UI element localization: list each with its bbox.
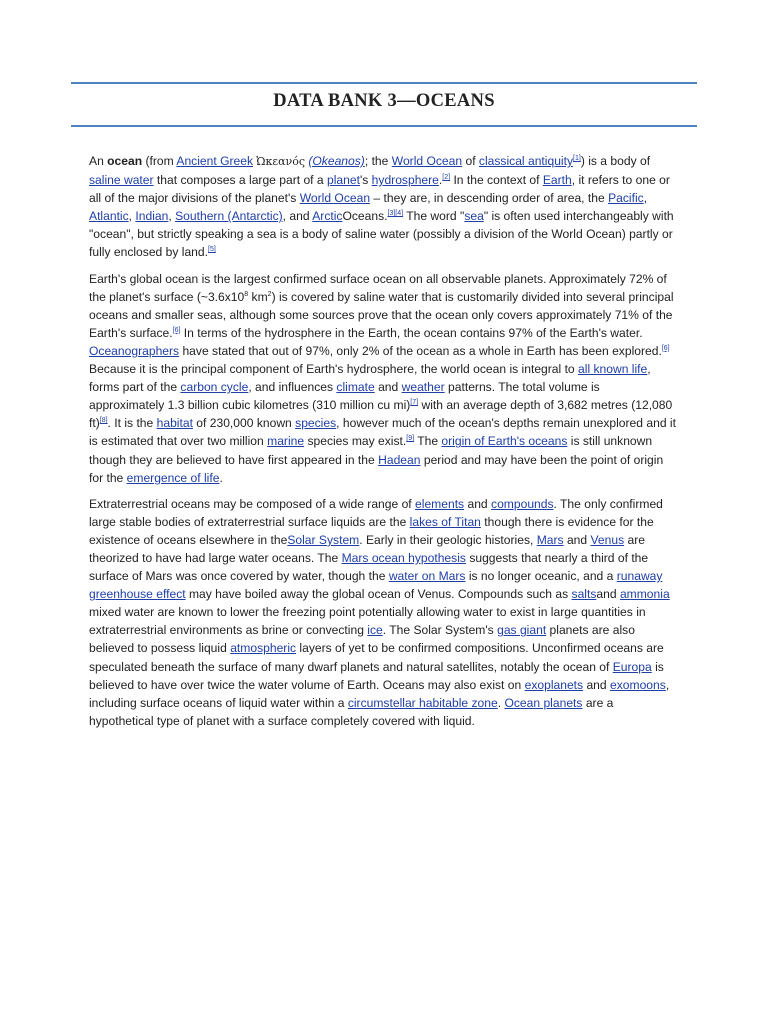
- text: km: [248, 289, 268, 304]
- text: (from: [142, 154, 177, 168]
- link-indian[interactable]: Indian: [135, 209, 169, 224]
- link-habitat[interactable]: habitat: [156, 416, 193, 431]
- term-ocean: ocean: [107, 154, 143, 168]
- text: An: [89, 154, 108, 168]
- text: though there is evidence for the existence of oceans elsewhere in the: [89, 514, 654, 547]
- paragraph-1: [89, 152, 677, 262]
- link-habitable-zone[interactable]: circumstellar habitable zone: [347, 695, 498, 710]
- link-mars-ocean-hypothesis[interactable]: Mars ocean hypothesis: [341, 550, 466, 565]
- text: .: [438, 173, 443, 188]
- text: and: [583, 677, 610, 692]
- text: ; the: [364, 154, 392, 168]
- text: Earth's global ocean is the largest confirmed surface ocean on all observable planets. Approximately 72% of the planet's surface (~3.6x10: [89, 271, 667, 304]
- text: Because it is the principal component of Earth's hydrosphere, the world ocean is integral to: [89, 362, 579, 377]
- text: In the context of: [450, 173, 543, 188]
- link-classical-antiquity[interactable]: classical antiquity: [478, 154, 574, 168]
- article-body: [89, 152, 677, 738]
- link-carbon-cycle[interactable]: carbon cycle: [180, 380, 249, 395]
- link-atlantic[interactable]: Atlantic: [89, 209, 129, 224]
- text: and: [596, 587, 620, 602]
- text: and: [563, 532, 591, 547]
- text: ) is covered by saline water that is customarily divided into several principal oceans and smaller seas, although some sources prove that the ocean only covers approximately 71% of the Earth's surface.: [89, 289, 674, 340]
- text: 's: [359, 173, 372, 188]
- link-origin-of-oceans[interactable]: origin of Earth's oceans: [441, 434, 568, 449]
- text: – they are, in descending order of area, the: [370, 191, 609, 206]
- link-saline-water[interactable]: saline water: [89, 173, 154, 188]
- link-earth[interactable]: Earth: [542, 173, 572, 188]
- text: ,: [168, 209, 176, 224]
- link-all-known-life[interactable]: all known life: [578, 362, 648, 377]
- text: , forms part of the: [89, 362, 651, 395]
- text: " is often used interchangeably with "ocean", but strictly speaking a sea is a body of saline water (possibly a division of the World Ocean) partly or fully enclosed by land.: [89, 209, 674, 260]
- link-pacific[interactable]: Pacific: [608, 191, 644, 206]
- text: planets are also believed to possess liquid: [89, 623, 635, 656]
- title-bottom-rule: [71, 125, 697, 127]
- citation-6[interactable]: [6]: [661, 344, 670, 352]
- link-exoplanets[interactable]: exoplanets: [524, 677, 584, 692]
- link-compounds[interactable]: compounds: [491, 496, 554, 511]
- citation-8[interactable]: [8]: [99, 417, 108, 425]
- link-hydrosphere[interactable]: hydrosphere: [371, 173, 439, 188]
- page-title: DATA BANK 3—OCEANS: [273, 91, 495, 111]
- link-ice[interactable]: ice: [367, 623, 383, 638]
- text: suggests that nearly a third of the surface of Mars was once covered by water, though the: [89, 550, 649, 584]
- link-world-ocean[interactable]: World Ocean: [391, 154, 463, 168]
- link-sea[interactable]: sea: [464, 209, 484, 224]
- link-okeanos[interactable]: (Okeanos): [308, 154, 365, 168]
- text: ) is a body of: [580, 154, 651, 168]
- link-world-ocean-2[interactable]: World Ocean: [299, 191, 371, 206]
- link-southern[interactable]: Southern (Antarctic): [175, 209, 283, 224]
- greek-word: Ὠκεανός: [256, 155, 305, 168]
- text: Oceans.: [342, 209, 388, 224]
- citation-7[interactable]: [7]: [410, 399, 419, 407]
- text: species may exist.: [304, 434, 407, 449]
- citation-2[interactable]: [2]: [442, 174, 451, 182]
- text: , it refers to one or all of the major divisions of the planet's: [89, 173, 670, 206]
- text: of 230,000 known: [192, 416, 296, 431]
- citation-3-4[interactable]: [3][4]: [387, 210, 404, 218]
- link-marine[interactable]: marine: [267, 434, 305, 449]
- text: ,: [643, 191, 648, 206]
- link-mars[interactable]: Mars: [536, 532, 564, 547]
- link-species[interactable]: species: [295, 416, 337, 431]
- text: . The Solar System's: [382, 623, 498, 638]
- link-solar-system[interactable]: Solar System: [287, 532, 360, 547]
- citation-5[interactable]: [5]: [208, 246, 216, 254]
- text: of: [462, 154, 479, 168]
- link-exomoons[interactable]: exomoons: [610, 677, 666, 692]
- title-top-rule: [71, 82, 697, 84]
- citation-1[interactable]: [1]: [573, 155, 581, 162]
- text: is still unknown though they are believed to have first appeared in the: [89, 434, 653, 467]
- link-weather[interactable]: weather: [401, 380, 445, 395]
- text: is no longer oceanic, and a: [465, 569, 617, 584]
- text: , including surface oceans of liquid water within a: [89, 677, 670, 710]
- link-emergence-of-life[interactable]: emergence of life: [126, 470, 220, 485]
- link-runaway-greenhouse[interactable]: runaway greenhouse effect: [89, 569, 663, 602]
- text: and: [374, 380, 402, 395]
- text: The: [414, 434, 442, 449]
- link-planet[interactable]: planet: [327, 173, 360, 188]
- link-atmospheric[interactable]: atmospheric: [230, 641, 297, 656]
- citation-9[interactable]: [9]: [406, 435, 415, 443]
- text: period and may have been the point of origin for the: [89, 452, 664, 485]
- link-elements[interactable]: elements: [415, 496, 465, 511]
- text: is believed to have over twice the water volume of Earth. Oceans may also exist on: [89, 659, 664, 692]
- text: In terms of the hydrosphere in the Earth, the ocean contains 97% of the Earth's water.: [180, 325, 643, 340]
- text: that composes a large part of a: [153, 173, 327, 188]
- text: .: [497, 695, 505, 710]
- text: are theorized to have had large water oceans. The: [89, 532, 645, 565]
- link-oceanographers[interactable]: Oceanographers: [89, 343, 180, 358]
- link-water-on-mars[interactable]: water on Mars: [388, 569, 466, 584]
- text: . It is the: [107, 416, 157, 431]
- text: Extraterrestrial oceans may be composed of a wide range of: [89, 496, 416, 511]
- link-climate[interactable]: climate: [336, 380, 375, 395]
- text: layers of yet to be confirmed compositions. Unconfirmed oceans are speculated beneath the surface of many dwarf planets and natural satellites, notably the ocean of: [89, 641, 664, 674]
- link-ocean-planets[interactable]: Ocean planets: [504, 695, 583, 710]
- text: patterns. The total volume is approximately 1.3 billion cubic kilometres (310 million cu mi): [89, 380, 600, 413]
- text: .: [219, 470, 223, 485]
- link-gas-giant[interactable]: gas giant: [497, 623, 547, 638]
- text: and: [464, 496, 492, 511]
- text: with an average depth of 3,682 metres (12,080 ft): [89, 398, 673, 431]
- text: may have boiled away the global ocean of Venus. Compounds such as: [185, 587, 572, 602]
- link-europa[interactable]: Europa: [612, 659, 652, 674]
- link-ancient-greek[interactable]: Ancient Greek: [176, 154, 254, 168]
- link-venus[interactable]: Venus: [590, 532, 625, 547]
- text: , and influences: [248, 380, 337, 395]
- text: , however much of the ocean's depths remain unexplored and it is estimated that over two million: [89, 416, 676, 449]
- link-hadean[interactable]: Hadean: [378, 452, 421, 467]
- text: , and: [282, 209, 313, 224]
- text: are a hypothetical type of planet with a surface completely covered with liquid.: [89, 695, 614, 728]
- paragraph-3: [89, 495, 677, 730]
- paragraph-2: [89, 270, 677, 487]
- superscript: 2: [267, 290, 272, 298]
- text: The word ": [403, 209, 465, 224]
- text: have stated that out of 97%, only 2% of the ocean as a whole in Earth has been explored.: [179, 343, 662, 358]
- superscript: 8: [244, 290, 249, 298]
- link-salts[interactable]: salts: [571, 587, 597, 602]
- link-lakes-of-titan[interactable]: lakes of Titan: [409, 514, 481, 529]
- link-arctic[interactable]: Arctic: [312, 209, 343, 224]
- text: . Early in their geologic histories,: [359, 532, 537, 547]
- text: mixed water are known to lower the freezing point potentially allowing water to exist in large quantities in extraterrestrial environments as brine or convecting: [89, 605, 646, 638]
- link-ammonia[interactable]: ammonia: [619, 587, 670, 602]
- citation-6[interactable]: [6]: [172, 326, 181, 334]
- text: ,: [128, 209, 136, 224]
- text: . The only confirmed large stable bodies of extraterrestrial surface liquids are the: [89, 496, 663, 529]
